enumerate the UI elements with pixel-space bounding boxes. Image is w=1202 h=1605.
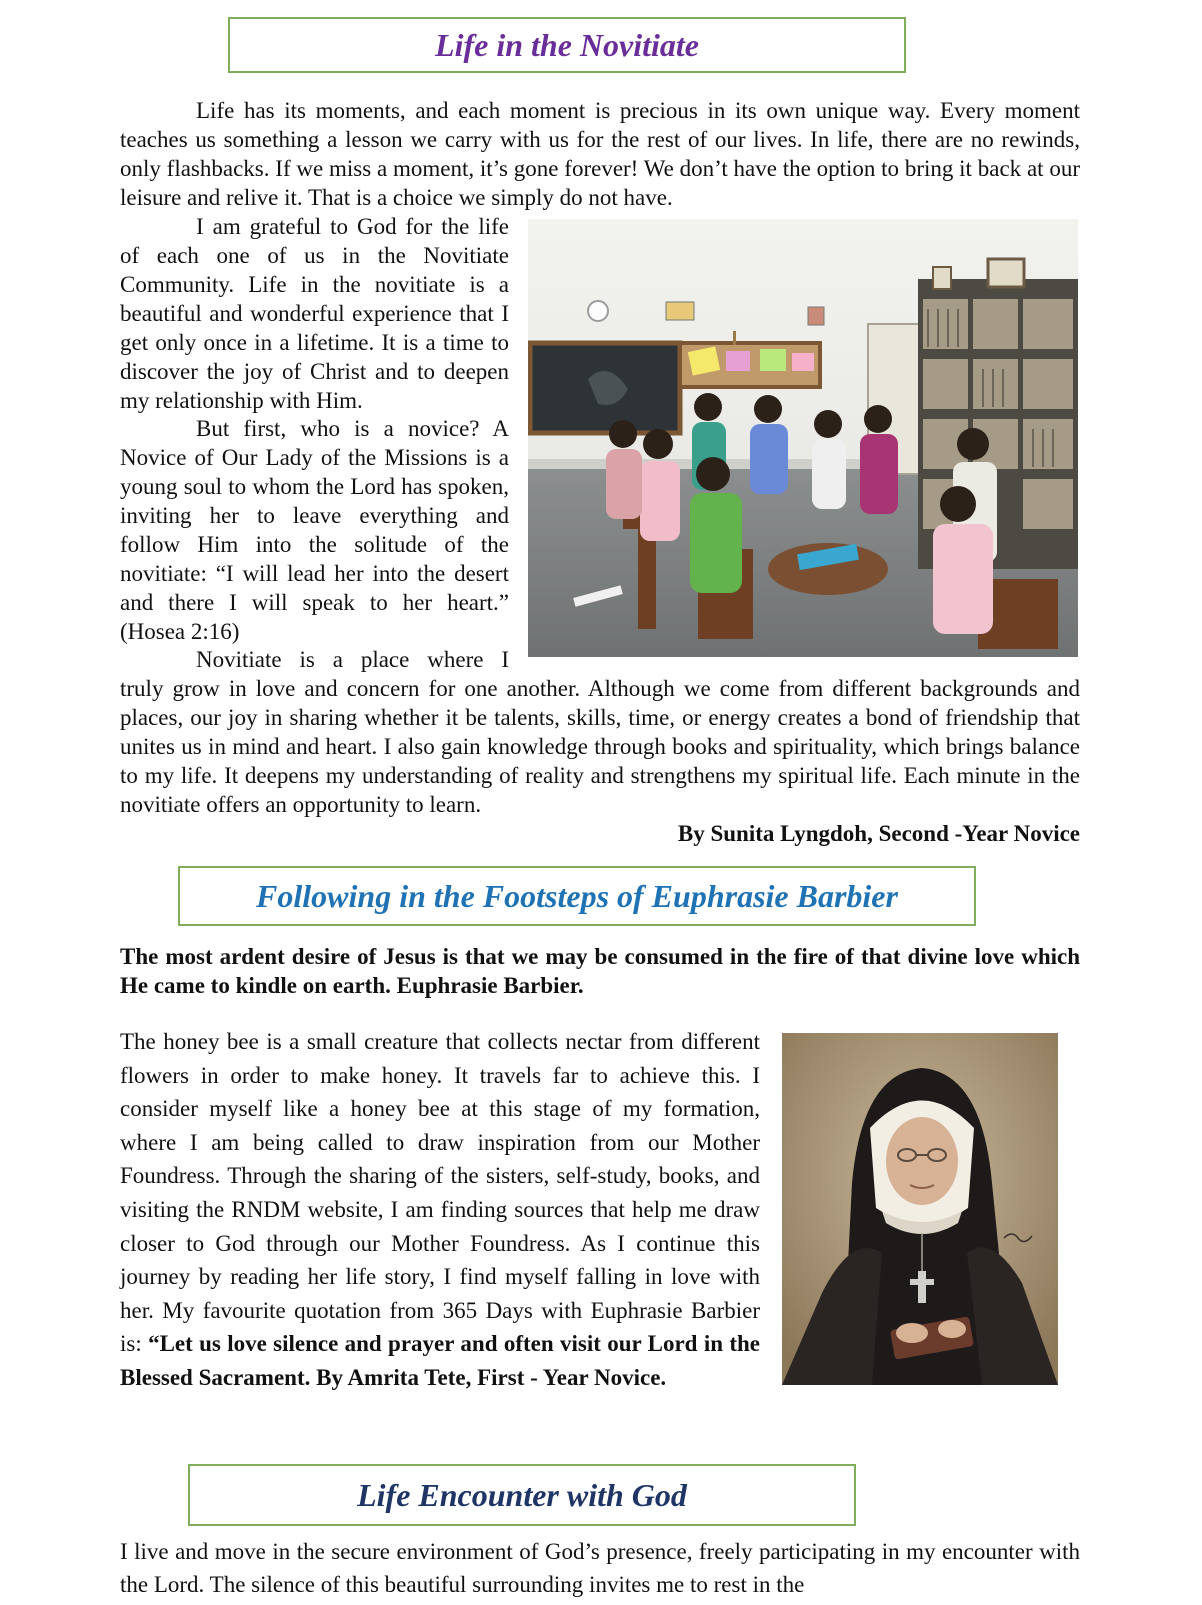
paragraph: truly grow in love and concern for one another. Although we come from different backgrounds and places, our joy in sharing whether it be talents, skills, time, or energy creates a bond of friendship that unites us in mind and heart. I also gain knowledge through books and spirituality, which brings balance to my life. It deepens my understanding of reality and strengthens my spiritual life. Each minute in the novitiate offers an opportunity to learn. <box>120 676 1080 817</box>
author-byline: By Sunita Lyngdoh, Second -Year Novice <box>677 821 1080 846</box>
novices-classroom-photo <box>528 219 1078 657</box>
paragraph: Life has its moments, and each moment is precious in its own unique way. Every moment teaches us something a lesson we carry with us for the rest of our lives. In life, there are no rewinds, only flashbacks. If we miss a moment, it’s gone forever! We don’t have the option to bring it back at our leisure and relive it. That is a choice we simply do not have. <box>120 98 1080 210</box>
paragraph-text: The honey bee is a small creature that collects nectar from different flowers in order to make honey. It travels far to achieve this. I consider myself like a honey bee at this stage of my formation, where I am being called to draw inspiration from our Mother Foundress. Through the sharing of the sisters, self-study, books, and visiting the RNDM website, I am finding sources that help me draw closer to God through our Mother Foundress. As I continue this journey by reading her life story, I find myself falling in love with her. My favourite quotation from 365 Days with Euphrasie Barbier is: <box>120 1029 760 1357</box>
paragraph <box>120 1025 760 1395</box>
section-title-footsteps-euphrasie: Following in the Footsteps of Euphrasie Barbier <box>178 866 976 926</box>
paragraph: Novitiate is a place where I <box>196 647 509 672</box>
section-title-life-in-novitiate: Life in the Novitiate <box>228 17 906 73</box>
euphrasie-barbier-portrait <box>782 1033 1058 1385</box>
paragraph: But first, who is a novice? A Novice of Our Lady of the Missions is a young soul to whom the Lord has spoken, inviting her to leave everything and follow Him into the solitude of the novitiate: “I will lead her into the desert and there I will speak to her heart.” (Hosea 2:16) <box>120 416 509 644</box>
section-title-life-encounter: Life Encounter with God <box>188 1464 856 1526</box>
paragraph: I live and move in the secure environment of God’s presence, freely participating in my encounter with the Lord. The silence of this beautiful surrounding invites me to rest in the <box>120 1539 1080 1597</box>
euphrasie-quote: The most ardent desire of Jesus is that we may be consumed in the fire of that divine love which He came to kindle on earth. Euphrasie Barbier. <box>120 944 1080 998</box>
quotation-bold: “Let us love silence and prayer and often visit our Lord in the Blessed Sacrament. By Amrita Tete, First - Year Novice. <box>120 1331 760 1390</box>
paragraph: I am grateful to God for the life of each one of us in the Novitiate Community. Life in the novitiate is a beautiful and wonderful experience that I get only once in a lifetime. It is a time to discover the joy of Christ and to deepen my relationship with Him. <box>120 214 509 413</box>
